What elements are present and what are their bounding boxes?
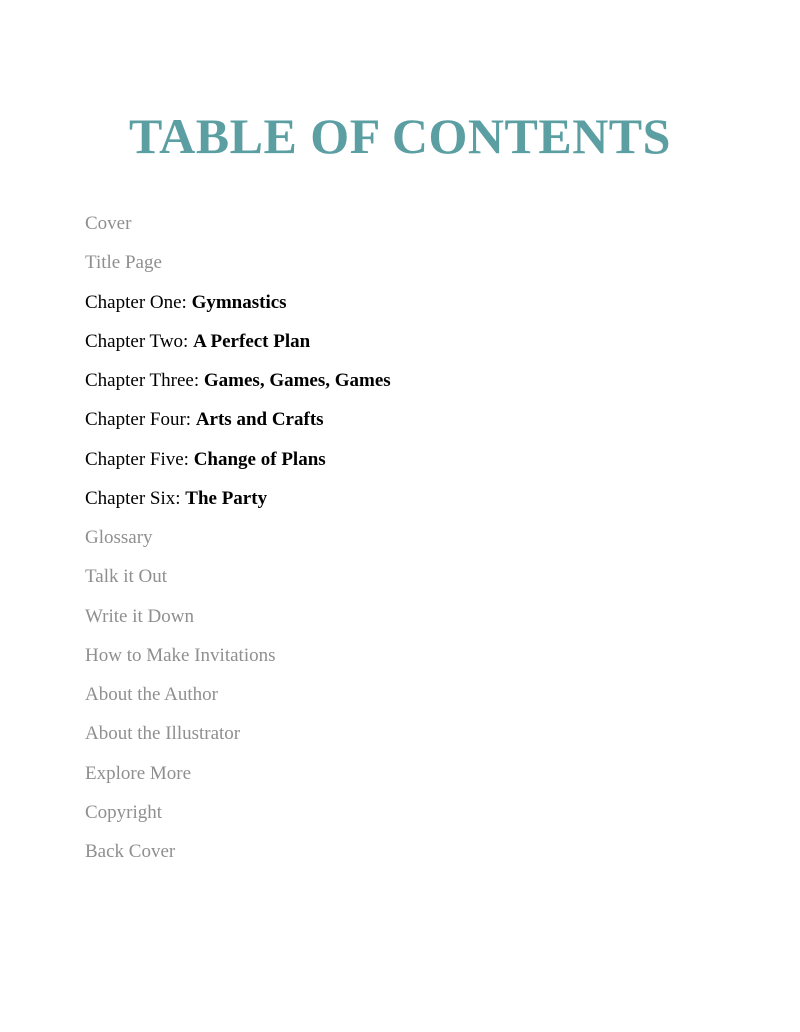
toc-chapter-six[interactable] [85,485,391,524]
toc-chapter-two[interactable] [85,328,391,367]
toc-link-about-the-illustrator[interactable]: About the Illustrator [85,723,241,745]
toc-link-explore-more[interactable]: Explore More [85,762,192,784]
toc-link-write-it-down[interactable]: Write it Down [85,605,194,627]
toc-link-back-cover[interactable]: Back Cover [85,841,176,863]
chapter-prefix: Chapter Six: [85,487,186,509]
chapter-prefix: Chapter Five: [85,448,194,470]
chapter-name: Games, Games, Games [203,370,391,392]
chapter-name: Change of Plans [193,448,326,470]
toc-link-copyright[interactable]: Copyright [85,801,163,823]
chapter-prefix: Chapter Three: [85,370,204,392]
chapter-name: A Perfect Plan [193,330,311,352]
chapter-name: Gymnastics [191,291,287,313]
toc-link-how-to-make-invitations[interactable]: How to Make Invitations [85,644,276,666]
chapter-prefix: Chapter One: [85,291,192,313]
chapter-prefix: Chapter Four: [85,409,196,431]
toc-chapter-four[interactable] [85,406,391,445]
toc-link-talk-it-out[interactable]: Talk it Out [85,566,168,588]
toc-chapter-one[interactable] [85,289,391,328]
toc-chapter-five[interactable] [85,446,391,485]
toc-link-title-page[interactable]: Title Page [85,252,162,274]
toc-list [85,210,391,878]
chapter-name: Arts and Crafts [195,409,324,431]
chapter-name: The Party [185,487,268,509]
toc-link-cover[interactable]: Cover [85,213,132,234]
toc-link-glossary[interactable]: Glossary [85,527,153,549]
toc-link-about-the-author[interactable]: About the Author [85,684,218,706]
page-title: TABLE OF CONTENTS [129,108,671,164]
toc-chapter-three[interactable] [85,367,391,406]
chapter-prefix: Chapter Two: [85,330,194,352]
